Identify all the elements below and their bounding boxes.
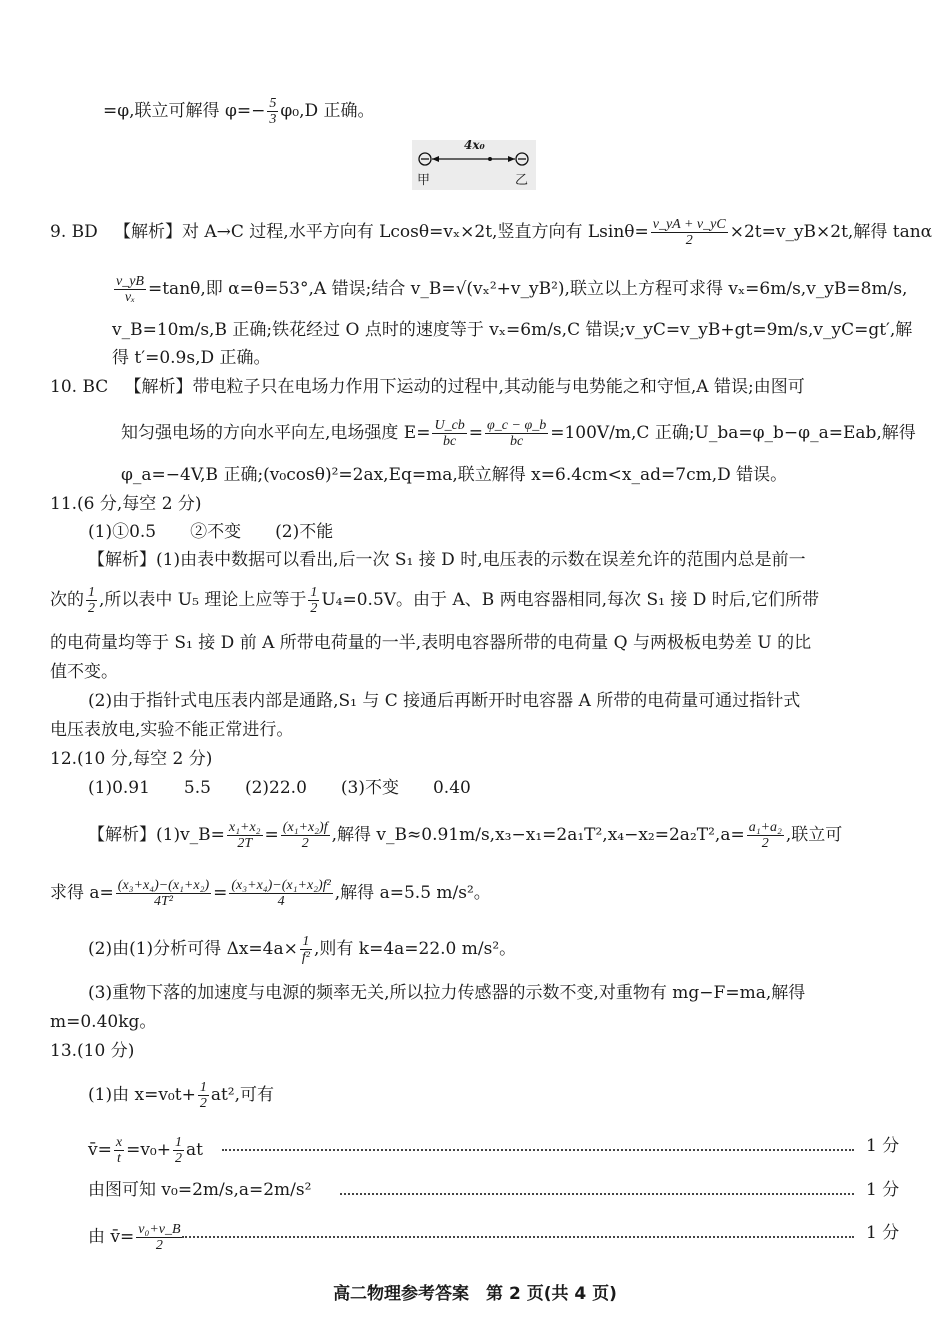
q11-line1: 【解析】(1)由表中数据可以看出,后一次 S₁ 接 D 时,电压表的示数在误差允许的范围内总是前一	[88, 550, 806, 570]
q9-line4: 得 t′=0.9s,D 正确。	[112, 348, 271, 368]
q13-head: 13.(10 分)	[50, 1041, 135, 1061]
q10-line1: 10. BC 【解析】带电粒子只在电场力作用下运动的过程中,其动能与电势能之和守恒,A 错误;由图可	[50, 377, 805, 397]
fraction: $\frac{1}{2}$	[175, 1135, 182, 1166]
dot-leader	[182, 1235, 854, 1238]
figure-label-right: 乙	[515, 173, 529, 188]
q11-answers: (1)①0.5 ②不变 (2)不能	[88, 522, 334, 542]
q11-line5: (2)由于指针式电压表内部是通路,S₁ 与 C 接通后再断开时电容器 A 所带的电荷量可通过指针式	[88, 691, 801, 711]
fraction: $\frac{\text{a₁+a₂}}{2}$	[748, 820, 782, 851]
q10-number: 10. BC	[50, 377, 109, 397]
fraction: $\frac{v\_yB}{\text{vₓ}}$	[116, 274, 144, 305]
figure-label-distance: 4x₀	[464, 138, 485, 152]
q11-line3: 的电荷量均等于 S₁ 接 D 前 A 所带电荷量的一半,表明电容器所带的电荷量 Q 与两极板电势差 U 的比	[50, 633, 812, 653]
score: 1 分	[866, 1180, 900, 1200]
fraction: $\frac{1}{2}$	[199, 1080, 207, 1111]
fraction: $\frac{\text{v₀+v\_B}}{2}$	[138, 1222, 181, 1253]
fraction: $\frac{\text{(x₃+x₄)−(x₁+x₂)}}{\text{4T²}}$	[117, 878, 210, 909]
fraction: $\frac{\varphi\_c - \varphi\_b}{bc}$	[487, 418, 547, 449]
dot-leader	[222, 1148, 854, 1151]
score: 1 分	[866, 1136, 900, 1156]
fraction: $\frac{\text{(x₁+x₂)f}}{2}$	[282, 820, 328, 851]
fraction: $\frac{1}{2}$	[310, 585, 318, 616]
q10-line2: 知匀强电场的方向水平向左,电场强度 E= $\frac{U\_cb}{bc}$ = $\frac{\varphi\_c - \varphi\_b}{bc}$ =100V/m,C 正确;U_ba=φ_b−φ_a=Eab,解得	[121, 418, 916, 449]
q9-line2: $\frac{v\_yB}{\text{vₓ}}$ =tanθ,即 α=θ=53°,A 错误;结合 v_B=√(vₓ²+v_yB²),联立以上方程可求得 vₓ=6m/s,v_yB=8m/s,	[116, 274, 908, 305]
top-line: =φ,联立可解得 φ=− $\frac{5}{3}$ φ₀,D 正确。	[103, 96, 375, 127]
q13-step3: 由 v̄= $\frac{\text{v₀+v\_B}}{2}$	[88, 1222, 181, 1253]
charge-figure	[412, 140, 536, 190]
q10-line3: φ_a=−4V,B 正确;(v₀cosθ)²=2ax,Eq=ma,联立解得 x=6.4cm<x_ad=7cm,D 错误。	[121, 465, 788, 485]
q12-head: 12.(10 分,每空 2 分)	[50, 749, 213, 769]
fraction: $\frac{\text{(x₃+x₄)−(x₁+x₂)f²}}{4}$	[231, 878, 331, 909]
q11-line4: 值不变。	[50, 662, 118, 682]
q13-step2: 由图可知 v₀=2m/s,a=2m/s²	[88, 1180, 312, 1200]
q12-line3: (2)由(1)分析可得 Δx=4a× $\frac{1}{\text{f²}}$ ,则有 k=4a=22.0 m/s²。	[88, 934, 517, 965]
q13-step1: v̄= $\frac{x}{t}$ =v₀+ $\frac{1}{2}$ at	[88, 1135, 203, 1166]
q12-line2: 求得 a= $\frac{\text{(x₃+x₄)−(x₁+x₂)}}{\text{4T²}}$ = $\frac{\text{(x₃+x₄)−(x₁+x₂)f²}}{4}$ ,解得 a=5.5 m/s²。	[50, 878, 491, 909]
q11-line6: 电压表放电,实验不能正常进行。	[50, 720, 294, 740]
q9-line1: 9. BD 【解析】对 A→C 过程,水平方向有 Lcosθ=vₓ×2t,竖直方向有 Lsinθ= $\frac{v\_yA + v\_yC}{2}$ ×2t=v_yB×2t,解得 tanα	[50, 217, 933, 248]
q11-head: 11.(6 分,每空 2 分)	[50, 494, 202, 514]
q12-line4: (3)重物下落的加速度与电源的频率无关,所以拉力传感器的示数不变,对重物有 mg−F=ma,解得	[88, 983, 806, 1003]
fraction: $\frac{v\_yA + v\_yC}{2}$	[652, 217, 726, 248]
q12-line5: m=0.40kg。	[50, 1012, 157, 1032]
fraction: $\frac{\text{x₁+x₂}}{2T}$	[228, 820, 261, 851]
fraction: $\frac{5}{3}$	[269, 96, 277, 127]
q9-line3: v_B=10m/s,B 正确;铁花经过 O 点时的速度等于 vₓ=6m/s,C 错误;v_yC=v_yB+gt=9m/s,v_yC=gt′,解	[112, 320, 913, 340]
dot-leader	[340, 1192, 854, 1195]
q9-number: 9. BD	[50, 222, 98, 242]
score: 1 分	[866, 1223, 900, 1243]
figure-label-left: 甲	[417, 173, 431, 188]
fraction: $\frac{1}{\text{f²}}$	[301, 934, 310, 965]
fraction: $\frac{1}{2}$	[88, 585, 95, 616]
fraction: $\frac{U\_cb}{bc}$	[434, 418, 465, 449]
q11-line2: 次的 $\frac{1}{2}$ ,所以表中 U₅ 理论上应等于 $\frac{1}{2}$ U₄=0.5V。由于 A、B 两电容器相同,每次 S₁ 接 D 时后,它们所带	[50, 585, 820, 616]
page-footer: 高二物理参考答案 第 2 页(共 4 页)	[333, 1284, 617, 1304]
q12-answers: (1)0.91 5.5 (2)22.0 (3)不变 0.40	[88, 778, 471, 798]
fraction: $\frac{x}{t}$	[115, 1135, 123, 1166]
q13-line1: (1)由 x=v₀t+ $\frac{1}{2}$ at²,可有	[88, 1080, 274, 1111]
q12-line1: 【解析】(1)v_B= $\frac{\text{x₁+x₂}}{2T}$ = $\frac{\text{(x₁+x₂)f}}{2}$ ,解得 v_B≈0.91m/s,x₃−x₁=2a₁T²,x₄−x₂=2a₂T²,a= $\frac{\text{a₁+a₂}}{2}$ ,联立可	[88, 820, 843, 851]
